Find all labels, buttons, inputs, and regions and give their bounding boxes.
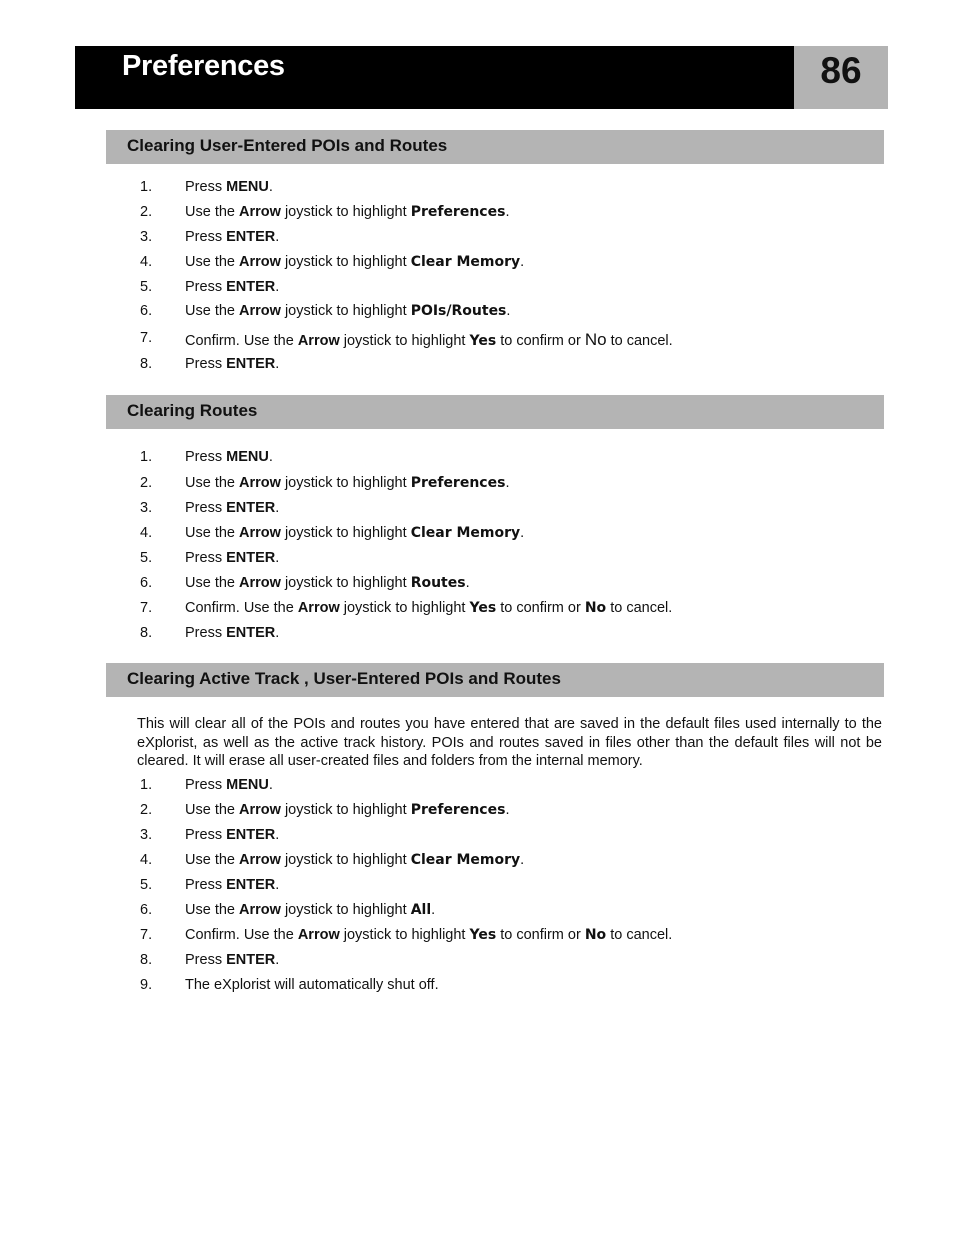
step-text: Use the Arrow joystick to highlight Routes. [185,575,470,591]
step-number: 4. [140,254,153,270]
step-text: Press ENTER. [185,550,280,566]
step-text: Press MENU. [185,179,273,195]
step-text: Confirm. Use the Arrow joystick to highlight Yes to confirm or No to cancel. [185,330,673,349]
step-text: Use the Arrow joystick to highlight Preferences. [185,802,510,818]
step-number: 7. [140,927,153,943]
step-number: 5. [140,550,153,566]
step-number: 3. [140,827,153,843]
step-number: 5. [140,877,153,893]
step-text: Use the Arrow joystick to highlight POIs/Routes. [185,303,511,319]
section-title: Clearing Routes [127,401,258,420]
step-text: The eXplorist will automatically shut off. [185,977,439,993]
step-text: Press ENTER. [185,877,280,893]
page-title: Preferences [122,50,285,82]
section-header-clearing-pois-routes [106,130,884,164]
section-title: Clearing Active Track , User-Entered POIs and Routes [127,669,561,688]
step-number: 1. [140,777,153,793]
step-text: Press ENTER. [185,279,280,295]
step-number: 4. [140,525,153,541]
step-text: Use the Arrow joystick to highlight Clear Memory. [185,525,525,541]
page-number: 86 [820,50,862,91]
step-number: 4. [140,852,153,868]
step-text: Use the Arrow joystick to highlight Clear Memory. [185,852,525,868]
step-number: 8. [140,356,153,372]
step-text: Press ENTER. [185,356,280,372]
step-number: 2. [140,475,153,491]
step-number: 5. [140,279,153,295]
step-text: Confirm. Use the Arrow joystick to highlight Yes to confirm or No to cancel. [185,927,673,943]
step-number: 6. [140,575,153,591]
step-text: Press MENU. [185,449,273,465]
step-text: Use the Arrow joystick to highlight Clear Memory. [185,254,525,270]
section-title: Clearing User-Entered POIs and Routes [127,136,448,155]
step-number: 6. [140,902,153,918]
step-number: 1. [140,449,153,465]
step-number: 3. [140,500,153,516]
step-number: 3. [140,229,153,245]
step-text: Press ENTER. [185,625,280,641]
step-number: 8. [140,952,153,968]
page-header [75,46,794,109]
step-text: Confirm. Use the Arrow joystick to highlight Yes to confirm or No to cancel. [185,600,673,616]
step-text: Press ENTER. [185,827,280,843]
step-number: 1. [140,179,153,195]
step-text: Use the Arrow joystick to highlight Preferences. [185,475,510,491]
section-header-clearing-routes [106,395,884,429]
step-text: Use the Arrow joystick to highlight Preferences. [185,204,510,220]
step-number: 7. [140,330,153,346]
step-text: Press MENU. [185,777,273,793]
page-number-box [794,46,888,109]
section-intro-paragraph: This will clear all of the POIs and routes you have entered that are saved in the default files used internally to the eXplorist, as well as the active track history. POIs and routes saved in files other than the default files will not be cleared. It will erase all user-created files and folders from the internal memory. [137,716,882,769]
step-number: 6. [140,303,153,319]
step-number: 2. [140,204,153,220]
step-number: 7. [140,600,153,616]
step-text: Press ENTER. [185,229,280,245]
step-number: 9. [140,977,153,993]
step-text: Press ENTER. [185,952,280,968]
step-text: Use the Arrow joystick to highlight All. [185,902,436,918]
section-header-clearing-active-track [106,663,884,697]
step-text: Press ENTER. [185,500,280,516]
step-number: 8. [140,625,153,641]
step-number: 2. [140,802,153,818]
